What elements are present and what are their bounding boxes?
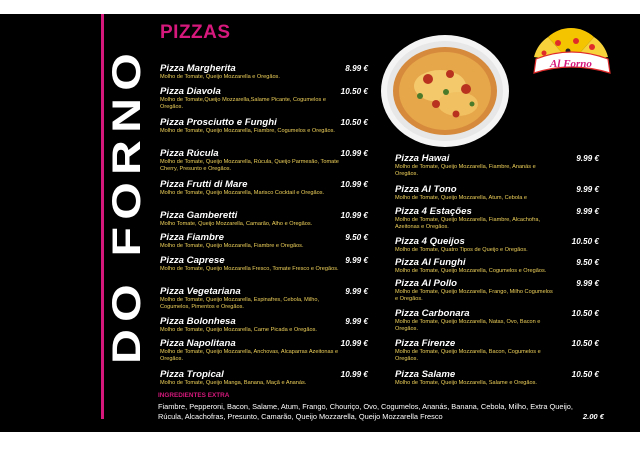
menu-item (395, 308, 599, 333)
extras-title: INGREDIENTES EXTRA (158, 392, 230, 399)
item-price: 10.99 € (340, 370, 368, 379)
side-accent-bar (101, 14, 104, 419)
item-price: 10.99 € (340, 149, 368, 158)
item-name: Pizza Al Funghi (395, 257, 466, 268)
item-desc: Molho de Tomate, Queijo Mozzarella, Natas, Ovo, Bacon e Oregãos. (395, 319, 541, 332)
item-name: Pizza Carbonara (395, 308, 470, 319)
pizza-photo (380, 34, 510, 148)
item-name: Pizza Tropical (160, 369, 224, 380)
item-name: Pizza Firenze (395, 338, 456, 349)
side-title-text: DO FORNO (105, 100, 149, 364)
menu-item (160, 338, 368, 363)
item-price: 10.50 € (340, 87, 368, 96)
menu-item (395, 338, 599, 363)
item-desc: Molho de Tomate, Queijo Mozzarella, Salame e Oregãos. (395, 380, 537, 386)
item-desc: Molho Tomate, Queijo Mozzarella, Camarão, Alho e Oregãos. (160, 221, 313, 227)
menu-item (395, 278, 599, 303)
item-price: 9.99 € (576, 279, 599, 288)
item-price: 9.99 € (345, 256, 368, 265)
item-desc: Molho de Tomate, Queijo Mozzarella, Rúcula, Queijo Parmesão, Tomate Cherry, Presunto e Oregãos. (160, 159, 339, 172)
menu-item (160, 117, 368, 135)
item-desc: Molho de Tomate, Queijo Mozzarella, Carne Picada e Oregãos. (160, 327, 317, 333)
item-desc: Molho de Tomate, Queijo Mozzarella, Fiambre, Cogumelos e Oregãos. (160, 128, 335, 134)
item-desc: Molho de Tomate, Queijo Mozzarella, Marisco Cocktail e Oregãos. (160, 190, 325, 196)
menu-item (395, 206, 599, 231)
item-desc: Molho de Tomate, Queijo Mozzarella, Fiambre e Oregãos. (160, 243, 304, 249)
item-name: Pizza Vegetariana (160, 286, 241, 297)
item-desc: Molho de Tomate, Queijo Mozzarella, Bacon, Cogumelos e Oregãos. (395, 349, 541, 362)
item-name: Pizza Caprese (160, 255, 225, 266)
item-desc: Molho de Tomate, Queijo Mozzarella, Cogumelos e Oregãos. (395, 268, 547, 274)
menu-item (160, 86, 368, 111)
item-price: 9.99 € (576, 185, 599, 194)
item-price: 9.50 € (345, 233, 368, 242)
item-name: Pizza Frutti di Mare (160, 179, 248, 190)
item-name: Pizza Fiambre (160, 232, 224, 243)
item-price: 10.50 € (571, 339, 599, 348)
menu-item (160, 255, 368, 273)
al-forno-logo (528, 33, 614, 89)
logo-text: Al Forno (550, 58, 592, 70)
extras-list: Fiambre, Pepperoni, Bacon, Salame, Atum, Frango, Chouriço, Ovo, Cogumelos, Ananás, Banana, Cebola, Milho, Extra Queijo, Rúcula, Alcachofras, Presunto, Camarão, Queijo Mozzarella, Queijo Mozzarella Fresco (158, 402, 573, 421)
menu-item (395, 184, 599, 202)
item-name: Pizza Napolitana (160, 338, 236, 349)
menu-item (160, 210, 368, 228)
item-price: 9.99 € (576, 154, 599, 163)
menu-item (160, 148, 368, 173)
item-desc: Molho de Tomate, Quatro Tipos de Queijo e Oregãos. (395, 247, 528, 253)
item-desc: Molho de Tomate, Queijo Mozzarella, Anchovas, Alcaparras Azeitonas e Oregãos. (160, 349, 339, 362)
extras-price: 2.00 € (582, 412, 604, 421)
item-name: Pizza Gamberetti (160, 210, 238, 221)
item-price: 9.50 € (576, 258, 599, 267)
item-name: Pizza Al Tono (395, 184, 457, 195)
menu-item (395, 153, 599, 178)
item-desc: Molho de Tomate, Queijo Mozzarella Fresco, Tomate Fresco e Oregãos. (160, 266, 339, 272)
menu-item (395, 236, 599, 254)
item-price: 9.99 € (576, 207, 599, 216)
item-price: 10.99 € (340, 211, 368, 220)
menu-item (160, 63, 368, 81)
item-price: 10.99 € (340, 339, 368, 348)
item-name: Pizza Diavola (160, 86, 221, 97)
menu-item (160, 232, 368, 250)
item-price: 10.50 € (571, 309, 599, 318)
item-desc: Molho de Tomate, Queijo Mozzarella, Fiambre, Ananás e Oregãos. (395, 164, 536, 177)
menu-item (395, 369, 599, 387)
item-name: Pizza Hawai (395, 153, 450, 164)
side-title (105, 34, 149, 364)
item-name: Pizza Salame (395, 369, 456, 380)
menu-item (160, 369, 368, 387)
item-name: Pizza 4 Estações (395, 206, 472, 217)
item-price: 10.50 € (571, 237, 599, 246)
item-name: Pizza 4 Queijos (395, 236, 465, 247)
item-desc: Molho de Tomate, Queijo Mozzarella, Atum, Cebola e (395, 195, 528, 201)
item-name: Pizza Al Pollo (395, 278, 458, 289)
item-desc: Molho de Tomate, Queijo Mozzarella, Espinafres, Cebola, Milho, Cogumelos, Pimentos e Oregãos. (160, 297, 320, 310)
item-desc: Molho de Tomate, Queijo Manga, Banana, Maçã e Ananás. (160, 380, 307, 386)
menu-item (160, 286, 368, 311)
section-title: PIZZAS (160, 22, 231, 43)
item-price: 9.99 € (345, 317, 368, 326)
item-desc: Molho de Tomate, Queijo Mozzarella e Oregãos. (160, 74, 280, 80)
item-price: 9.99 € (345, 287, 368, 296)
item-price: 10.99 € (340, 180, 368, 189)
item-desc: Molho de Tomate, Queijo Mozzarella, Fiambre, Alcachofra, Azeitonas e Oregãos. (395, 217, 541, 230)
item-desc: Molho de Tomate,Queijo Mozzarella,Salame Picante, Cogumelos e Oregãos. (160, 97, 326, 110)
item-name: Pizza Prosciutto e Funghi (160, 117, 277, 128)
menu-item (160, 179, 368, 197)
menu-item (160, 316, 368, 334)
item-name: Pizza Bolonhesa (160, 316, 236, 327)
item-desc: Molho de Tomate, Queijo Mozzarella, Frango, Milho Cogumelos e Oregãos. (395, 289, 553, 302)
item-name: Pizza Rúcula (160, 148, 219, 159)
item-price: 10.50 € (571, 370, 599, 379)
item-price: 10.50 € (340, 118, 368, 127)
menu-item (395, 257, 599, 275)
item-name: Pizza Margherita (160, 63, 236, 74)
item-price: 8.99 € (345, 64, 368, 73)
